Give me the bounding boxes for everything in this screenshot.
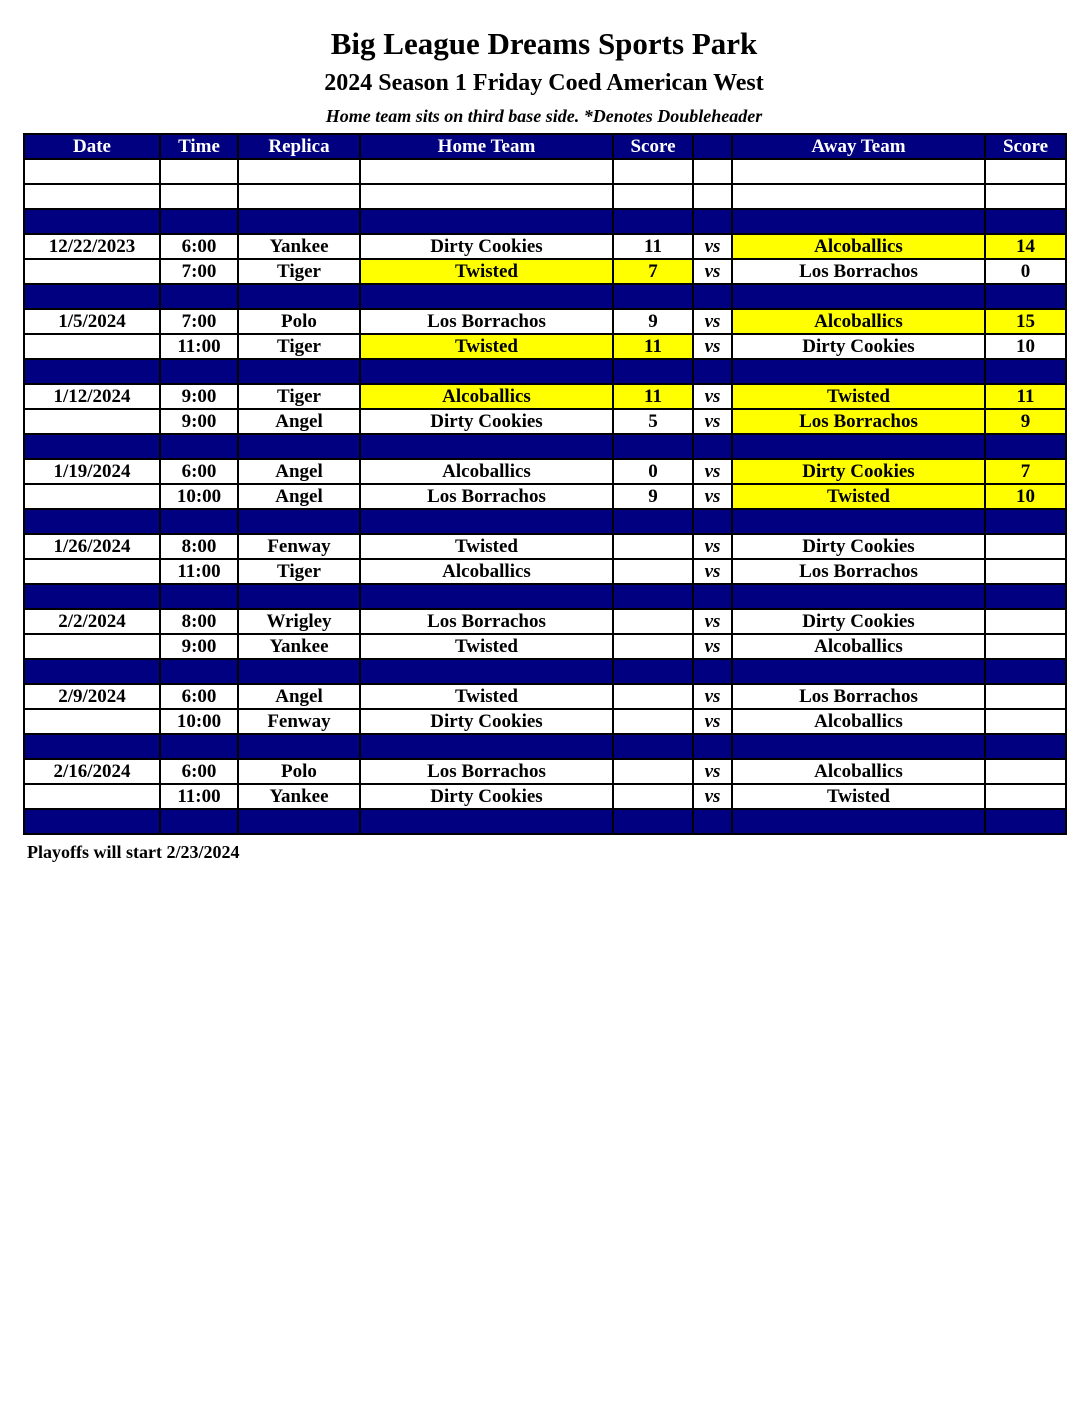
time-cell: [160, 284, 238, 309]
time-cell: 7:00: [160, 309, 238, 334]
separator-row: [24, 809, 1066, 834]
home-team-cell: [360, 284, 613, 309]
date-cell: [24, 484, 160, 509]
replica-cell: [238, 209, 360, 234]
replica-cell: [238, 584, 360, 609]
date-cell: [24, 184, 160, 209]
home-team-cell: Twisted: [360, 684, 613, 709]
replica-cell: Fenway: [238, 709, 360, 734]
vs-cell: [693, 509, 732, 534]
time-cell: 10:00: [160, 484, 238, 509]
home-team-cell: Los Borrachos: [360, 759, 613, 784]
date-cell: [24, 434, 160, 459]
home-team-cell: Twisted: [360, 259, 613, 284]
home-team-cell: [360, 159, 613, 184]
vs-cell: vs: [693, 609, 732, 634]
home-team-cell: Alcoballics: [360, 459, 613, 484]
home-team-cell: [360, 209, 613, 234]
replica-cell: [238, 809, 360, 834]
vs-cell: [693, 359, 732, 384]
table-row: [24, 334, 1066, 359]
vs-cell: [693, 434, 732, 459]
away-score-cell: [985, 284, 1066, 309]
date-cell: 12/22/2023: [24, 234, 160, 259]
vs-cell: vs: [693, 409, 732, 434]
home-score-cell: [613, 209, 693, 234]
home-score-cell: 11: [613, 334, 693, 359]
away-score-cell: [985, 709, 1066, 734]
date-cell: 2/9/2024: [24, 684, 160, 709]
vs-cell: vs: [693, 384, 732, 409]
separator-row: [24, 659, 1066, 684]
away-score-cell: [985, 609, 1066, 634]
table-row: [24, 409, 1066, 434]
home-score-cell: [613, 659, 693, 684]
away-team-cell: Dirty Cookies: [732, 609, 985, 634]
replica-cell: [238, 159, 360, 184]
away-score-cell: 10: [985, 334, 1066, 359]
table-row: [24, 309, 1066, 334]
col-header-time: Time: [160, 134, 238, 159]
time-cell: 7:00: [160, 259, 238, 284]
date-cell: [24, 409, 160, 434]
home-score-cell: [613, 734, 693, 759]
col-header-vs: [693, 134, 732, 159]
table-row: [24, 709, 1066, 734]
table-row: [24, 559, 1066, 584]
vs-cell: [693, 809, 732, 834]
home-team-cell: [360, 434, 613, 459]
home-score-cell: [613, 634, 693, 659]
col-header-date: Date: [24, 134, 160, 159]
away-score-cell: 11: [985, 384, 1066, 409]
col-header-away-team: Away Team: [732, 134, 985, 159]
time-cell: [160, 509, 238, 534]
home-team-cell: Los Borrachos: [360, 309, 613, 334]
vs-cell: vs: [693, 334, 732, 359]
home-score-cell: [613, 584, 693, 609]
replica-cell: Tiger: [238, 259, 360, 284]
date-cell: [24, 209, 160, 234]
time-cell: 9:00: [160, 384, 238, 409]
table-header-row: [24, 134, 1066, 159]
home-team-cell: Dirty Cookies: [360, 709, 613, 734]
date-cell: [24, 334, 160, 359]
away-score-cell: 10: [985, 484, 1066, 509]
vs-cell: [693, 284, 732, 309]
replica-cell: [238, 509, 360, 534]
away-team-cell: Los Borrachos: [732, 684, 985, 709]
replica-cell: Angel: [238, 459, 360, 484]
time-cell: [160, 209, 238, 234]
time-cell: [160, 659, 238, 684]
replica-cell: [238, 734, 360, 759]
table-row: [24, 459, 1066, 484]
vs-cell: vs: [693, 634, 732, 659]
vs-cell: vs: [693, 684, 732, 709]
replica-cell: Fenway: [238, 534, 360, 559]
away-team-cell: [732, 284, 985, 309]
vs-cell: vs: [693, 259, 732, 284]
home-team-cell: Dirty Cookies: [360, 784, 613, 809]
away-score-cell: [985, 684, 1066, 709]
away-team-cell: [732, 159, 985, 184]
away-score-cell: [985, 559, 1066, 584]
vs-cell: vs: [693, 484, 732, 509]
time-cell: 6:00: [160, 234, 238, 259]
replica-cell: Wrigley: [238, 609, 360, 634]
time-cell: 11:00: [160, 559, 238, 584]
away-score-cell: [985, 359, 1066, 384]
away-team-cell: Dirty Cookies: [732, 534, 985, 559]
vs-cell: [693, 159, 732, 184]
table-row: [24, 634, 1066, 659]
away-score-cell: 0: [985, 259, 1066, 284]
home-team-cell: Dirty Cookies: [360, 234, 613, 259]
away-team-cell: [732, 184, 985, 209]
away-score-cell: [985, 184, 1066, 209]
away-score-cell: [985, 434, 1066, 459]
date-cell: [24, 559, 160, 584]
away-score-cell: [985, 634, 1066, 659]
time-cell: [160, 159, 238, 184]
time-cell: [160, 184, 238, 209]
col-header-replica: Replica: [238, 134, 360, 159]
away-team-cell: [732, 734, 985, 759]
away-score-cell: [985, 809, 1066, 834]
away-score-cell: 7: [985, 459, 1066, 484]
col-header-home-team: Home Team: [360, 134, 613, 159]
table-row: [24, 234, 1066, 259]
schedule-body: [24, 159, 1066, 834]
home-team-cell: Dirty Cookies: [360, 409, 613, 434]
table-row: [24, 384, 1066, 409]
table-row: [24, 259, 1066, 284]
date-cell: [24, 634, 160, 659]
vs-cell: [693, 184, 732, 209]
home-score-cell: [613, 784, 693, 809]
home-score-cell: 0: [613, 459, 693, 484]
table-row: [24, 759, 1066, 784]
schedule-table: [23, 133, 1067, 835]
col-header-home-score: Score: [613, 134, 693, 159]
replica-cell: Tiger: [238, 559, 360, 584]
time-cell: 8:00: [160, 534, 238, 559]
away-score-cell: [985, 209, 1066, 234]
replica-cell: Yankee: [238, 634, 360, 659]
page-title: Big League Dreams Sports Park: [330, 26, 758, 61]
date-cell: [24, 159, 160, 184]
date-cell: 1/26/2024: [24, 534, 160, 559]
date-cell: 1/19/2024: [24, 459, 160, 484]
time-cell: 9:00: [160, 409, 238, 434]
date-cell: [24, 659, 160, 684]
time-cell: [160, 584, 238, 609]
separator-row: [24, 359, 1066, 384]
blank-row: [24, 159, 1066, 184]
date-cell: [24, 784, 160, 809]
time-cell: 6:00: [160, 684, 238, 709]
date-cell: [24, 809, 160, 834]
away-team-cell: [732, 584, 985, 609]
date-cell: [24, 734, 160, 759]
home-team-cell: [360, 659, 613, 684]
home-team-cell: Twisted: [360, 534, 613, 559]
replica-cell: Yankee: [238, 234, 360, 259]
away-score-cell: [985, 159, 1066, 184]
replica-cell: [238, 184, 360, 209]
away-team-cell: Alcoballics: [732, 709, 985, 734]
vs-cell: [693, 584, 732, 609]
home-team-cell: [360, 359, 613, 384]
away-team-cell: Alcoballics: [732, 759, 985, 784]
away-team-cell: [732, 434, 985, 459]
table-row: [24, 684, 1066, 709]
blank-row: [24, 184, 1066, 209]
home-team-cell: Twisted: [360, 334, 613, 359]
away-team-cell: Dirty Cookies: [732, 334, 985, 359]
home-score-cell: 11: [613, 234, 693, 259]
time-cell: 10:00: [160, 709, 238, 734]
away-team-cell: Alcoballics: [732, 234, 985, 259]
home-score-cell: [613, 684, 693, 709]
date-cell: [24, 284, 160, 309]
home-score-cell: [613, 359, 693, 384]
away-team-cell: [732, 509, 985, 534]
time-cell: 11:00: [160, 334, 238, 359]
away-team-cell: Dirty Cookies: [732, 459, 985, 484]
home-team-cell: [360, 809, 613, 834]
replica-cell: Tiger: [238, 334, 360, 359]
date-cell: [24, 584, 160, 609]
away-team-cell: Alcoballics: [732, 309, 985, 334]
time-cell: [160, 809, 238, 834]
table-row: [24, 609, 1066, 634]
away-team-cell: Twisted: [732, 784, 985, 809]
away-team-cell: Los Borrachos: [732, 259, 985, 284]
home-team-cell: Alcoballics: [360, 384, 613, 409]
home-score-cell: [613, 609, 693, 634]
time-cell: [160, 434, 238, 459]
vs-cell: [693, 734, 732, 759]
separator-row: [24, 584, 1066, 609]
replica-cell: Polo: [238, 759, 360, 784]
date-cell: [24, 359, 160, 384]
replica-cell: Angel: [238, 409, 360, 434]
home-score-cell: [613, 509, 693, 534]
time-cell: 8:00: [160, 609, 238, 634]
away-team-cell: Los Borrachos: [732, 409, 985, 434]
home-score-cell: [613, 284, 693, 309]
home-score-cell: [613, 759, 693, 784]
date-cell: 1/12/2024: [24, 384, 160, 409]
home-score-cell: [613, 184, 693, 209]
vs-cell: vs: [693, 459, 732, 484]
home-score-cell: 9: [613, 484, 693, 509]
date-cell: [24, 259, 160, 284]
away-score-cell: [985, 509, 1066, 534]
away-team-cell: [732, 209, 985, 234]
replica-cell: Yankee: [238, 784, 360, 809]
away-team-cell: Alcoballics: [732, 634, 985, 659]
table-row: [24, 484, 1066, 509]
date-cell: 1/5/2024: [24, 309, 160, 334]
separator-row: [24, 734, 1066, 759]
time-cell: 9:00: [160, 634, 238, 659]
vs-cell: vs: [693, 759, 732, 784]
seating-note: Home team sits on third base side. *Denotes Doubleheader: [325, 106, 763, 126]
away-team-cell: Twisted: [732, 484, 985, 509]
home-team-cell: [360, 584, 613, 609]
home-score-cell: [613, 159, 693, 184]
date-cell: 2/16/2024: [24, 759, 160, 784]
home-score-cell: 9: [613, 309, 693, 334]
away-team-cell: Los Borrachos: [732, 559, 985, 584]
replica-cell: [238, 659, 360, 684]
date-cell: 2/2/2024: [24, 609, 160, 634]
away-score-cell: [985, 534, 1066, 559]
home-team-cell: [360, 509, 613, 534]
vs-cell: vs: [693, 784, 732, 809]
replica-cell: Angel: [238, 684, 360, 709]
away-team-cell: [732, 809, 985, 834]
separator-row: [24, 209, 1066, 234]
separator-row: [24, 284, 1066, 309]
vs-cell: vs: [693, 309, 732, 334]
away-team-cell: [732, 659, 985, 684]
replica-cell: [238, 359, 360, 384]
replica-cell: Tiger: [238, 384, 360, 409]
home-team-cell: Los Borrachos: [360, 609, 613, 634]
home-team-cell: [360, 734, 613, 759]
time-cell: 11:00: [160, 784, 238, 809]
away-score-cell: 9: [985, 409, 1066, 434]
home-score-cell: [613, 559, 693, 584]
away-score-cell: 15: [985, 309, 1066, 334]
separator-row: [24, 434, 1066, 459]
home-score-cell: 11: [613, 384, 693, 409]
vs-cell: vs: [693, 234, 732, 259]
away-score-cell: [985, 784, 1066, 809]
replica-cell: [238, 284, 360, 309]
home-score-cell: [613, 809, 693, 834]
home-score-cell: [613, 709, 693, 734]
away-score-cell: [985, 584, 1066, 609]
away-score-cell: [985, 734, 1066, 759]
col-header-away-score: Score: [985, 134, 1066, 159]
playoffs-note: Playoffs will start 2/23/2024: [27, 842, 240, 862]
vs-cell: [693, 209, 732, 234]
home-team-cell: Twisted: [360, 634, 613, 659]
replica-cell: Polo: [238, 309, 360, 334]
away-score-cell: 14: [985, 234, 1066, 259]
vs-cell: vs: [693, 709, 732, 734]
table-row: [24, 534, 1066, 559]
vs-cell: [693, 659, 732, 684]
time-cell: 6:00: [160, 759, 238, 784]
page-subtitle: 2024 Season 1 Friday Coed American West: [324, 70, 764, 96]
away-team-cell: Twisted: [732, 384, 985, 409]
time-cell: 6:00: [160, 459, 238, 484]
home-score-cell: [613, 534, 693, 559]
vs-cell: vs: [693, 559, 732, 584]
home-score-cell: [613, 434, 693, 459]
away-score-cell: [985, 759, 1066, 784]
home-score-cell: 7: [613, 259, 693, 284]
vs-cell: vs: [693, 534, 732, 559]
away-team-cell: [732, 359, 985, 384]
time-cell: [160, 359, 238, 384]
home-team-cell: Los Borrachos: [360, 484, 613, 509]
home-team-cell: [360, 184, 613, 209]
home-team-cell: Alcoballics: [360, 559, 613, 584]
replica-cell: Angel: [238, 484, 360, 509]
table-row: [24, 784, 1066, 809]
away-score-cell: [985, 659, 1066, 684]
home-score-cell: 5: [613, 409, 693, 434]
separator-row: [24, 509, 1066, 534]
date-cell: [24, 509, 160, 534]
time-cell: [160, 734, 238, 759]
replica-cell: [238, 434, 360, 459]
date-cell: [24, 709, 160, 734]
